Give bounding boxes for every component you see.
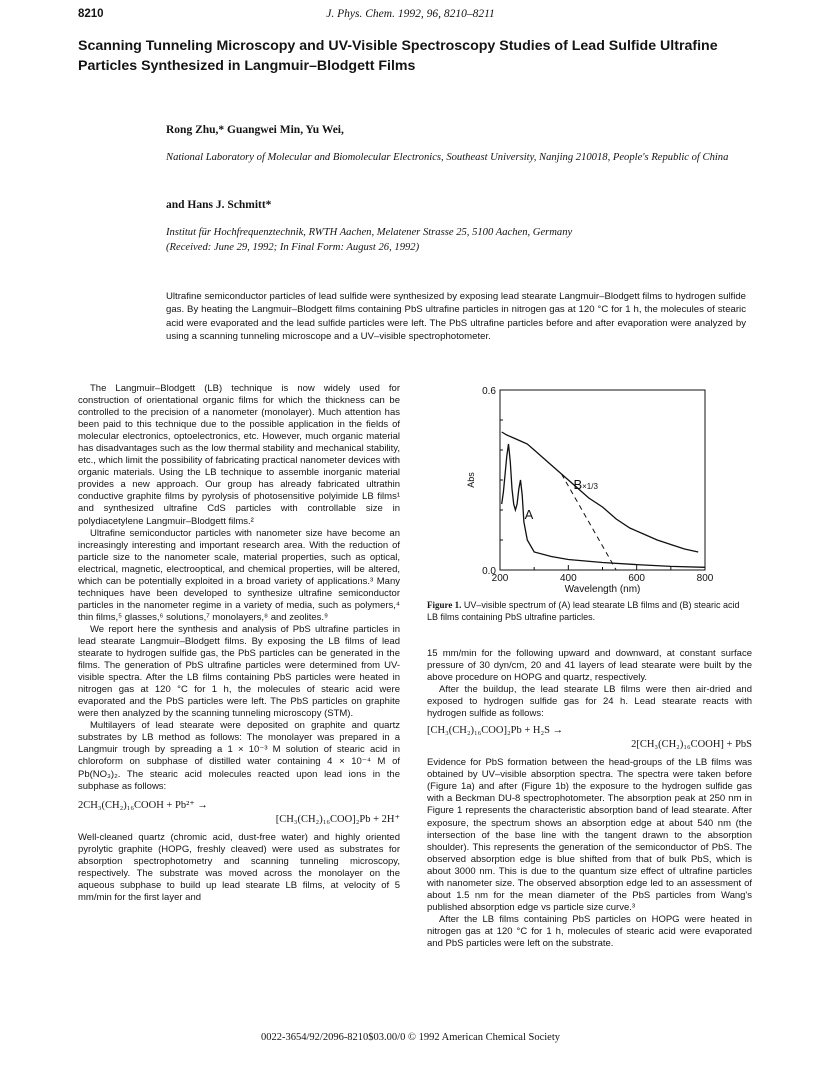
journal-citation: J. Phys. Chem. 1992, 96, 8210–8211 <box>326 8 495 20</box>
x-tick-label: 600 <box>628 573 646 584</box>
chart-axes <box>500 390 705 570</box>
paragraph: After the LB films containing PbS particles on HOPG were heated in nitrogen gas at 120 °C for 1 h, molecules of stearic acid were evaporated and PbS particles were left on the substrate. <box>427 913 752 949</box>
chart-marks <box>502 432 705 570</box>
figure-caption: Figure 1. UV–visible spectrum of (A) lead stearate LB films and (B) stearic acid LB films containing PbS ultrafine particles. <box>427 600 740 622</box>
series-label-b: B×1/3 <box>573 477 598 492</box>
reaction-equation-left: 2CH₃(CH₂)₁₆COOH + Pb²⁺ → <box>78 799 208 811</box>
x-axis-label: Wavelength (nm) <box>564 584 641 595</box>
paragraph: 15 mm/min for the following upward and downward, at constant surface pressure of 30 dyn/cm, 20 and 41 layers of lead stearate were built by the above procedure on HOPG and quartz, respectively. <box>427 648 752 684</box>
footer-copyright: 0022-3654/92/2096-8210$03.00/0 © 1992 American Chemical Society <box>260 1032 561 1043</box>
series-label-a: A <box>524 507 534 522</box>
paragraph: Well-cleaned quartz (chromic acid, dust-free water) and highly oriented pyrolytic graphite (HOPG, freshly cleaved) were used as substrates for absorption spectrophotometry and scanning tunneling microscopy, respectively. The substrate was moved across the monolayer on the aqueous subphase to build up lead stearate LB films, at velocity of 5 mm/min for the first layer and <box>78 831 400 903</box>
series-label-b-scale: ×1/3 <box>582 482 598 491</box>
page-number: 8210 <box>78 8 104 20</box>
plot-frame <box>500 390 705 570</box>
abstract: Ultrafine semiconductor particles of lead sulfide were synthesized by exposing lead stearate Langmuir–Blodgett films to hydrogen sulfide gas. By heating the Langmuir–Blodgett films containing PbS ultrafine particles in nitrogen gas at 120 °C for 1 h, the molecules of stearic acid were evaporated and the lead sulfide particles were left. The PbS ultrafine particles before and after evaporation were analyzed by using a scanning tunneling microscope and a UV–visible spectrophotometer. <box>166 291 746 343</box>
affiliation-2: Institut für Hochfrequenztechnik, RWTH Aachen, Melatener Strasse 25, 5100 Aachen, Germany <box>166 227 573 238</box>
affiliation-1: National Laboratory of Molecular and Biomolecular Electronics, Southeast University, Nanjing 210018, People's Republic of China <box>166 152 729 163</box>
x-tick-label: 200 <box>491 573 509 584</box>
y-tick-label: 0.6 <box>482 386 496 397</box>
reaction-equation-right: 2[CH₃(CH₂)₁₆COOH] + PbS <box>631 739 752 751</box>
authors-group-2: and Hans J. Schmitt* <box>166 199 272 211</box>
paragraph: We report here the synthesis and analysis of PbS ultrafine particles in lead stearate Langmuir–Blodgett films. By exposing the LB films of lead stearate to hydrogen sulfide gas, the PbS particles can be generated in the films. The generation of PbS ultrafine particles were determined from UV-visible spectra. After the LB films containing PbS particles were heated in nitrogen gas at 120 °C for 1 h, the molecules of stearic acid were evaporated and the PbS particles were left. The PbS particles on graphite were then analyzed by the scanning tunneling microscopy (STM). <box>78 623 400 720</box>
y-axis-label: Abs <box>466 472 476 488</box>
paper-title: Scanning Tunneling Microscopy and UV-Visible Spectroscopy Studies of Lead Sulfide Ultrafine Particles Synthesized in Langmuir–Blodgett Films <box>78 38 718 74</box>
reaction-equation-right: [CH₃(CH₂)₁₆COO]₂Pb + 2H⁺ <box>275 813 400 825</box>
uv-vis-spectrum-chart <box>460 380 745 595</box>
paragraph: The Langmuir–Blodgett (LB) technique is now widely used for construction of orientational organic films for which the thickness can be controlled to the precision of a nanometer (monolayer). Much attention has been paid to this technique due to the possible application in the fields of molecular electronics, optoelectronics, etc. However, much organic material has disadvantages such as the low thermal stability and mechanical stability, etc., which limit the possibility of fabricating practical nanometer devices with organic materials. Using the LB technique to assemble inorganic material provides a new approach. Our group has already fabricated ultrathin conductive graphite films by pyrolysis of photosensitive polyimide LB films¹ and synthesized ultrafine CdS particles with controllable size in polydiacetylene Langmuir–Blodgett films.² <box>78 383 400 527</box>
reaction-equation-left: [CH₃(CH₂)₁₆COO]₂Pb + H₂S → <box>427 725 564 737</box>
paragraph: Ultrafine semiconductor particles with nanometer size have become an increasingly interesting and important research area. With the reduction of particle size to the nanometer scale, material properties, such as optical, electrical, magnetic, electrooptical, and chemical properties, will be altered, which can be potentially exploited in a broad variety of applications.³ Many techniques have been developed to synthesize ultrafine semiconductor particles in the nanometer regime in a variety of media, such as polymers,⁴ thin films,⁵ glasses,⁶ solutions,⁷ monolayers,⁸ and zeolites.⁹ <box>78 527 400 623</box>
y-tick-label: 0.0 <box>482 566 496 577</box>
x-tick-label: 400 <box>559 573 577 584</box>
paragraph: Multilayers of lead stearate were deposited on graphite and quartz substrates by LB method as follows: The monolayer was prepared in a Langmuir trough by spreading a 1 × 10⁻³ M solution of stearic acid in chloroform on subphase of distilled water containing 4 × 10⁻⁴ M of Pb(NO₃)₂. The stearic acid molecules reacted upon lead ions in the subphase as follows: <box>78 720 400 792</box>
series-line-a <box>502 444 705 567</box>
x-tick-label: 800 <box>696 573 714 584</box>
paragraph: After the buildup, the lead stearate LB films were then air-dried and exposed to hydrogen sulfide gas for 24 h. Lead stearate reacts with hydrogen sulfide as follows: <box>427 684 752 720</box>
series-line-b <box>502 432 699 552</box>
left-column <box>78 383 400 904</box>
right-column <box>427 648 752 950</box>
authors-group-1: Rong Zhu,* Guangwei Min, Yu Wei, <box>166 124 344 136</box>
received-dates: (Received: June 29, 1992; In Final Form: August 26, 1992) <box>166 242 420 253</box>
paragraph: Evidence for PbS formation between the head-groups of the LB films was obtained by UV–visible absorption spectra. The spectra were taken before (Figure 1a) and after (Figure 1b) the exposure to the hydrogen sulfide gas with a Beckman DU-8 spectrophotometer. The absorption peak at 250 nm in Figure 1 represents the characteristic absorption band of lead stearate. After exposure, the spectrum shows an absorption edge at about 540 nm (the intersection of the base line with the tangent drawn to the absorption shoulder). This represents the generation of the semiconductor of PbS. The observed absorption edge is blue shifted from that of bulk PbS, which is about 3000 nm. This is due to the quantum size effect of ultrafine particles with nanometer size. The observed absorption edge led to an assessment of about 1.5 nm for the mean diameter of the PbS particles from Wang's published absorption edge vs particle size curve.³ <box>427 757 752 913</box>
